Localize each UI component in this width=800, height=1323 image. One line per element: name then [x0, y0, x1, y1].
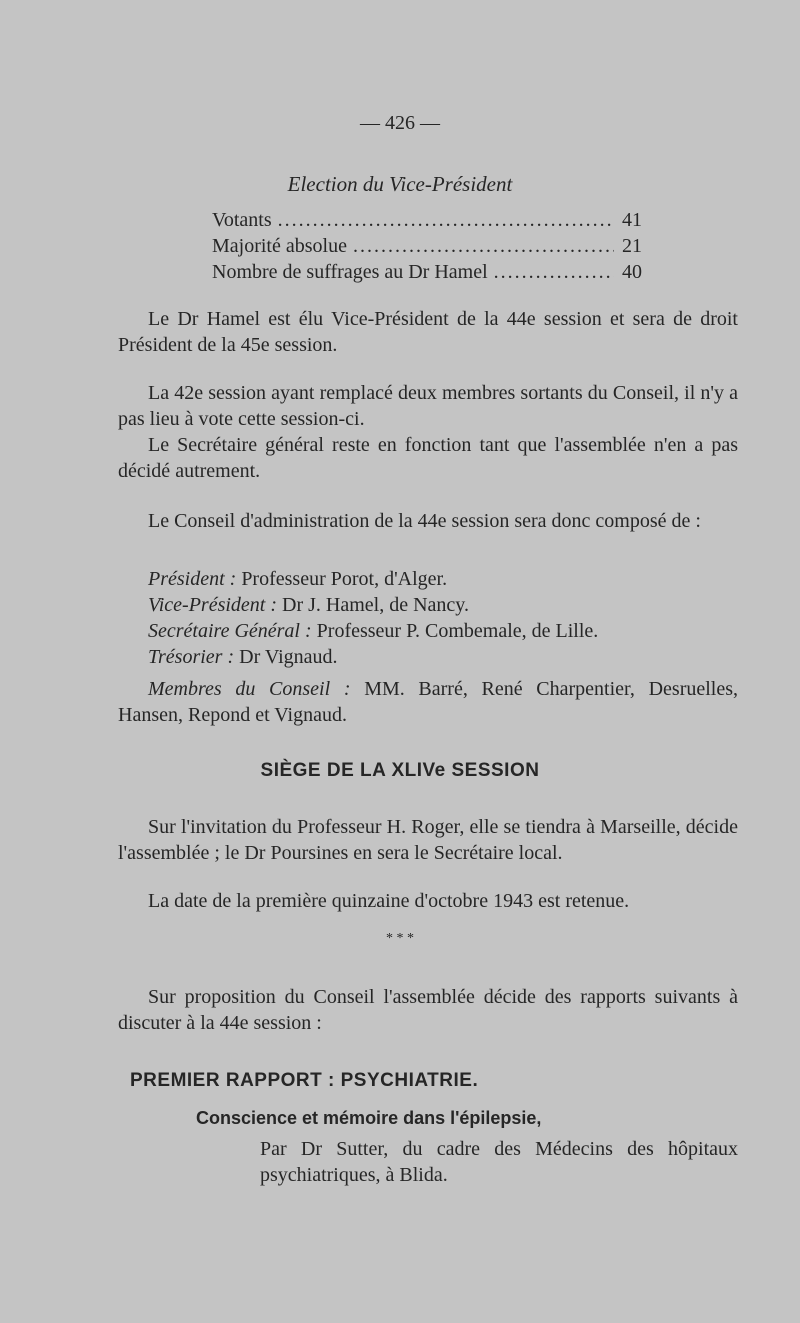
vote-value: 41	[622, 209, 642, 231]
role-label: Membres du Conseil :	[148, 678, 351, 700]
role-label: Secrétaire Général :	[148, 620, 312, 642]
council-treasurer	[148, 644, 338, 670]
paragraph-siege: Sur l'invitation du Professeur H. Roger, elle se tiendra à Marseille, décide l'assemblée ; le Dr Poursines en sera le Secrétaire local.	[118, 816, 738, 864]
vote-label: Votants	[212, 209, 272, 231]
asterism-separator: * * *	[386, 931, 414, 946]
vote-value: 40	[622, 261, 642, 283]
role-name: Professeur Porot, d'Alger.	[241, 568, 448, 590]
paragraph-council-composition: Le Conseil d'administration de la 44e session sera donc composé de :	[148, 510, 701, 532]
role-name: Professeur P. Combemale, de Lille.	[316, 620, 599, 642]
rapport-title: Conscience et mémoire dans l'épilepsie,	[196, 1108, 542, 1128]
page-number: — 426 —	[360, 112, 440, 134]
dot-leader	[278, 209, 614, 232]
role-label: Trésorier :	[148, 646, 235, 668]
paragraph-election-result: Le Dr Hamel est élu Vice-Président de la 44e session et sera de droit Président de la 45e session.	[118, 308, 738, 356]
vote-label: Nombre de suffrages au Dr Hamel	[212, 261, 488, 283]
role-label: Vice-Président :	[148, 594, 278, 616]
paragraph-rapports: Sur proposition du Conseil l'assemblée décide des rapports suivants à discuter à la 44e session :	[118, 986, 738, 1034]
dot-leader	[353, 235, 614, 258]
vote-row-votants	[212, 209, 642, 235]
siege-heading: SIÈGE DE LA XLIVe SESSION	[260, 760, 540, 781]
vote-row-majorite	[212, 235, 642, 261]
council-vice-president	[148, 592, 469, 618]
role-name: Dr J. Hamel, de Nancy.	[282, 594, 469, 616]
council-members	[118, 676, 738, 728]
dot-leader	[494, 261, 614, 284]
role-name: Dr Vignaud.	[239, 646, 338, 668]
role-label: Président :	[148, 568, 237, 590]
role-names: MM. Barré, René Charpentier, Desruelles, Hansen, Repond et Vignaud.	[118, 678, 738, 726]
council-secretary	[148, 618, 598, 644]
vote-label: Majorité absolue	[212, 235, 347, 257]
rapport-heading: PREMIER RAPPORT : PSYCHIATRIE.	[130, 1070, 479, 1091]
council-president	[148, 566, 447, 592]
vote-value: 21	[622, 235, 642, 257]
vote-row-suffrages	[212, 261, 642, 287]
paragraph-date: La date de la première quinzaine d'octobre 1943 est retenue.	[148, 890, 630, 912]
paragraph-council-replacement: La 42e session ayant remplacé deux membres sortants du Conseil, il n'y a pas lieu à vote cette session-ci.	[118, 382, 738, 430]
paragraph-secretary: Le Secrétaire général reste en fonction tant que l'assemblée n'en a pas décidé autrement.	[118, 434, 738, 482]
election-heading: Election du Vice-Président	[287, 172, 513, 196]
rapport-author: Par Dr Sutter, du cadre des Médecins des hôpitaux psychiatriques, à Blida.	[260, 1138, 738, 1186]
